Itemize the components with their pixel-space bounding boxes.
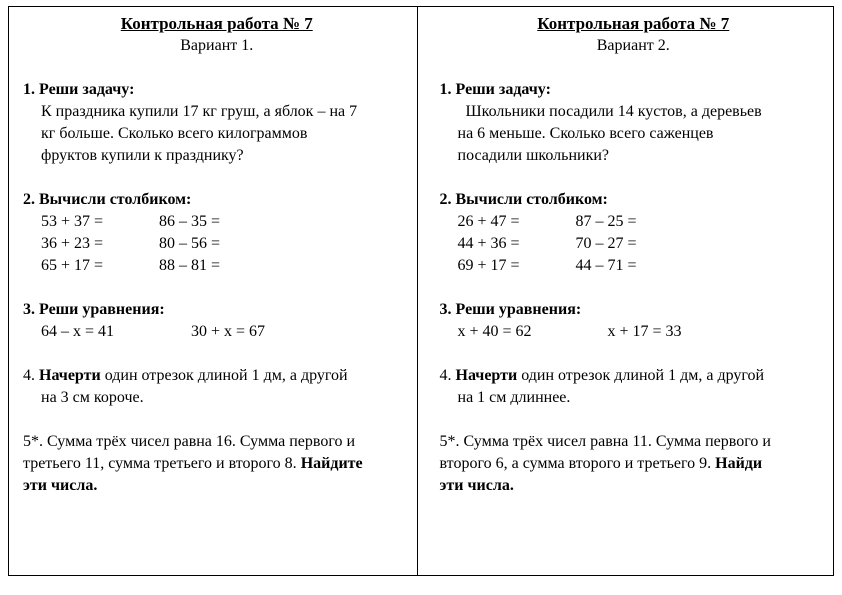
task-text: второго 6, а сумма второго и третьего 9. (439, 455, 712, 472)
task-4-line (23, 365, 411, 387)
task-number: 4. (23, 367, 35, 384)
variant-1-column (9, 7, 417, 575)
calc-row (23, 233, 411, 255)
task-keyword: Начерти (39, 367, 101, 384)
task-4 (23, 365, 411, 409)
task-text-line: Школьники посадили 14 кустов, а деревьев (465, 103, 762, 120)
task-number: 4. (439, 367, 452, 384)
task-text-line: К праздника купили 17 кг груш, а яблок – на 7 (41, 103, 358, 120)
task-heading: 1. Реши задачу: (439, 81, 551, 98)
task-text-line: на 3 см короче. (41, 389, 144, 406)
equation-row (23, 321, 411, 343)
task-text-line: на 6 меньше. Сколько всего саженцев (457, 125, 714, 142)
task-2 (23, 189, 411, 277)
variant-2-column (417, 7, 834, 575)
task-5-line-2 (23, 453, 411, 475)
equation-row (440, 321, 828, 343)
task-4 (440, 365, 828, 409)
task-5-line-2 (440, 453, 828, 475)
worksheet (8, 6, 834, 576)
equation: x + 40 = 62 (457, 323, 532, 340)
calc-expression: 80 – 56 = (159, 235, 221, 252)
task-5 (23, 431, 411, 497)
task-heading: 3. Реши уравнения: (439, 301, 582, 318)
task-keyword: Начерти (455, 367, 518, 384)
calc-row (23, 255, 411, 277)
task-keyword: Найди (715, 455, 763, 472)
equation: 30 + x = 67 (191, 323, 266, 340)
calc-expression: 87 – 25 = (575, 213, 637, 230)
calc-expression: 44 + 36 = (457, 235, 520, 252)
calc-expression: 36 + 23 = (41, 235, 104, 252)
task-text-line: фруктов купили к празднику? (41, 147, 244, 164)
calc-row (440, 255, 828, 277)
task-text-line: 5*. Сумма трёх чисел равна 16. Сумма первого и (23, 433, 356, 450)
task-heading: 1. Реши задачу: (23, 81, 135, 98)
task-1 (23, 79, 411, 167)
task-3 (440, 299, 828, 343)
task-text: один отрезок длиной 1 дм, а другой (104, 367, 348, 384)
variant-title: Контрольная работа № 7 (537, 14, 730, 33)
calc-expression: 65 + 17 = (41, 257, 104, 274)
task-heading: 3. Реши уравнения: (23, 301, 165, 318)
task-heading: 2. Вычисли столбиком: (23, 191, 192, 208)
task-text-line: посадили школьники? (457, 147, 610, 164)
task-3 (23, 299, 411, 343)
variant-title: Контрольная работа № 7 (120, 14, 313, 33)
task-text: один отрезок длиной 1 дм, а другой (521, 367, 765, 384)
task-keyword: эти числа. (23, 477, 98, 494)
calc-expression: 69 + 17 = (457, 257, 520, 274)
calc-row (440, 233, 828, 255)
task-4-line (440, 365, 828, 387)
calc-expression: 44 – 71 = (575, 257, 637, 274)
task-keyword: эти числа. (439, 477, 514, 494)
task-2 (440, 189, 828, 277)
task-text-line: 5*. Сумма трёх чисел равна 11. Сумма первого и (439, 433, 771, 450)
calc-expression: 53 + 37 = (41, 213, 104, 230)
calc-expression: 86 – 35 = (159, 213, 221, 230)
task-text: третьего 11, сумма третьего и второго 8. (23, 455, 297, 472)
task-keyword: Найдите (300, 455, 363, 472)
task-text-line: кг больше. Сколько всего килограммов (41, 125, 308, 142)
equation: 64 – x = 41 (41, 323, 115, 340)
task-1 (440, 79, 828, 167)
calc-expression: 26 + 47 = (457, 213, 520, 230)
task-5 (440, 431, 828, 497)
calc-row (440, 211, 828, 233)
variant-subtitle: Вариант 2. (596, 37, 670, 54)
equation: x + 17 = 33 (607, 323, 682, 340)
variant-subtitle: Вариант 1. (180, 37, 254, 54)
calc-expression: 70 – 27 = (575, 235, 637, 252)
task-text-line: на 1 см длиннее. (457, 389, 571, 406)
calc-row (23, 211, 411, 233)
task-heading: 2. Вычисли столбиком: (439, 191, 608, 208)
calc-expression: 88 – 81 = (159, 257, 221, 274)
